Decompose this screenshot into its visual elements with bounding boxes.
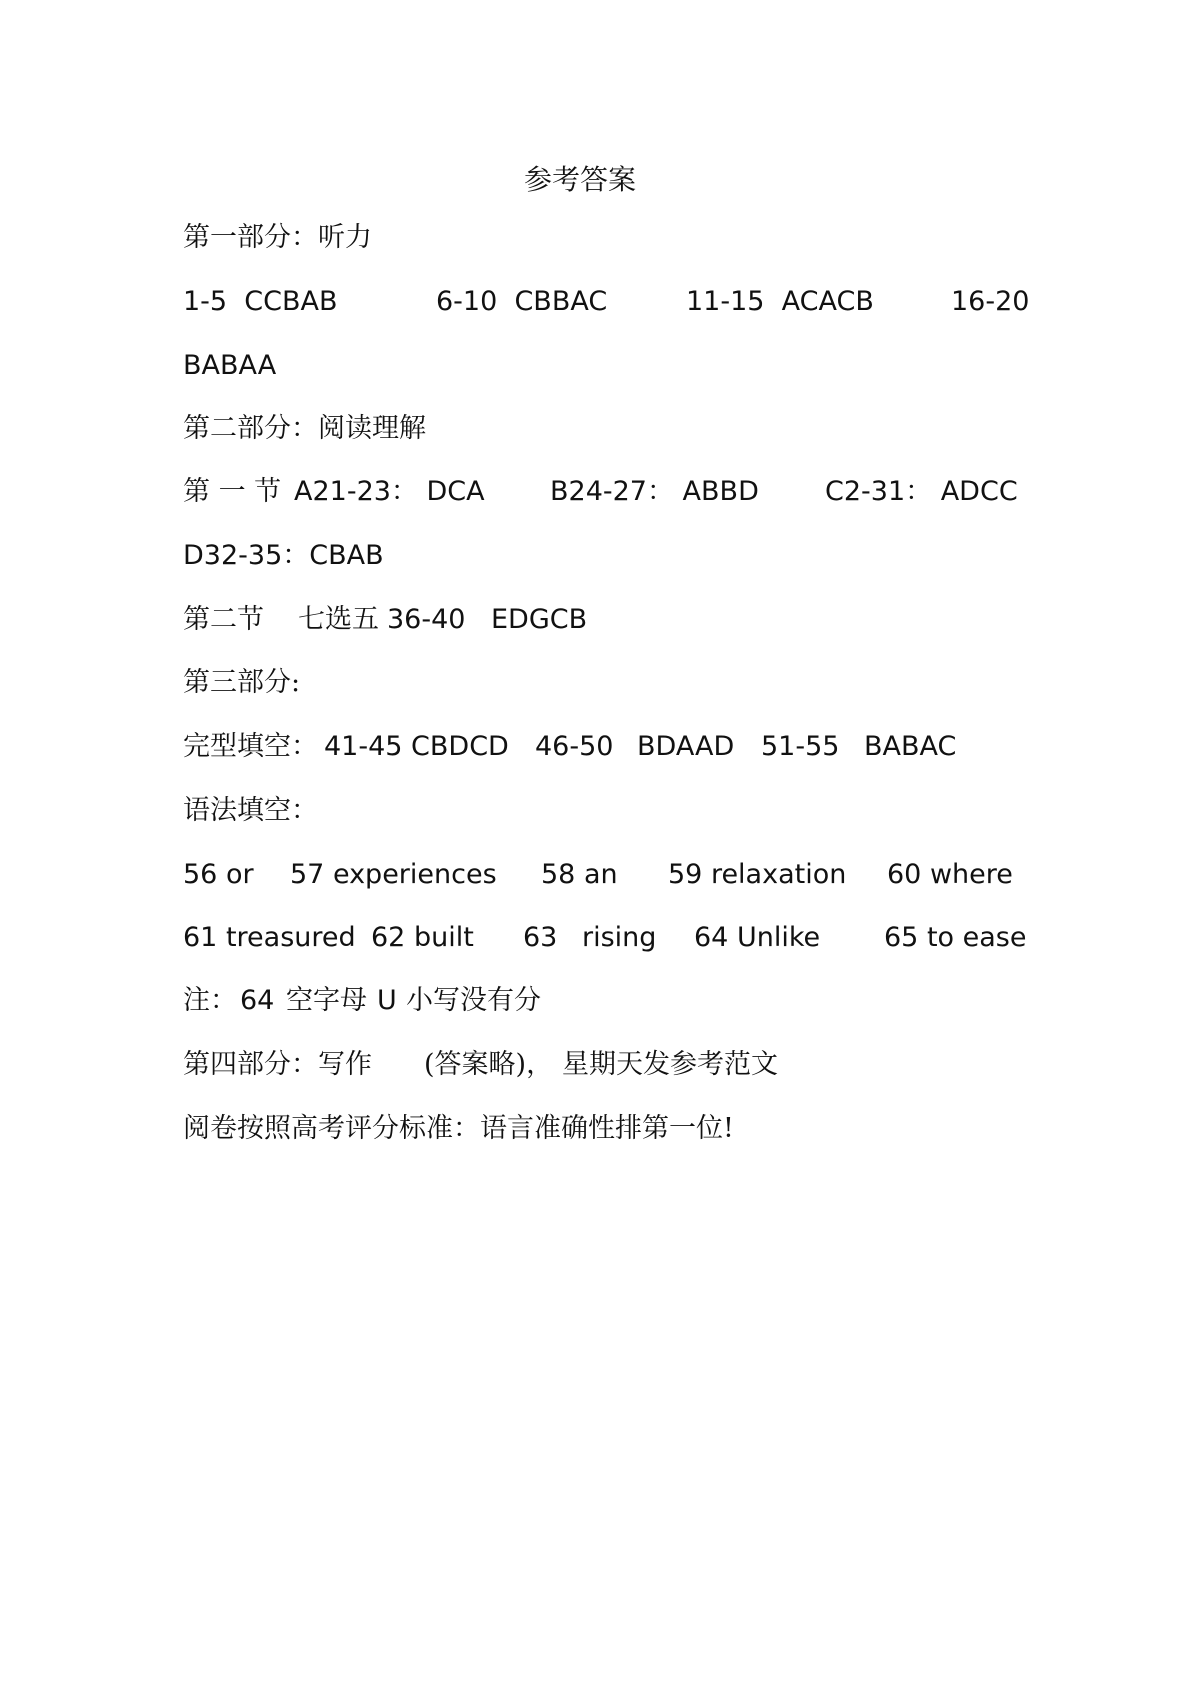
- part4-remark: 星期天发参考范文: [562, 1049, 778, 1080]
- cloze-group-1: 41-45 CBDCD: [324, 731, 509, 762]
- cloze-group-3-answers: BABAC: [864, 731, 957, 762]
- cloze-label: 完型填空：: [183, 731, 318, 762]
- reading-item-c: C2-31： ADCC: [825, 476, 1018, 507]
- note-text-a: 空字母: [286, 985, 367, 1016]
- reading-item-b: B24-27： ABBD: [550, 476, 759, 507]
- grammar-answer-59: 59 relaxation: [668, 859, 847, 890]
- reading-section2-range: 36-40: [387, 604, 466, 635]
- note-letter: U: [377, 985, 397, 1016]
- grammar-answer-63-number: 63: [523, 922, 558, 953]
- cloze-group-2-range: 46-50: [535, 731, 614, 762]
- grammar-answer-58: 58 an: [541, 859, 618, 890]
- grading-note: 阅卷按照高考评分标准：语言准确性排第一位!: [183, 1113, 734, 1144]
- part3-heading: 第三部分:: [183, 667, 301, 698]
- grammar-answer-61: 61 treasured: [183, 922, 356, 953]
- grammar-answer-62: 62 built: [371, 922, 474, 953]
- cloze-group-3-range: 51-55: [761, 731, 840, 762]
- listening-continuation: BABAA: [183, 350, 277, 381]
- listening-group-1: 1-5 CCBAB: [183, 286, 338, 317]
- part2-heading: 第二部分：阅读理解: [183, 413, 426, 444]
- note-number: 64: [240, 985, 275, 1016]
- reading-item-a: A21-23： DCA: [294, 476, 485, 507]
- reading-continuation: D32-35：CBAB: [183, 540, 384, 571]
- reading-section2-label: 第二节: [183, 604, 264, 635]
- reading-section2-type: 七选五: [298, 604, 379, 635]
- grammar-answer-56: 56 or: [183, 859, 254, 890]
- grammar-answer-64: 64 Unlike: [694, 922, 821, 953]
- grammar-answer-60: 60 where: [887, 859, 1013, 890]
- part1-heading: 第一部分：听力: [183, 222, 372, 253]
- part4-paren: (答案略)，: [424, 1049, 554, 1080]
- note-prefix: 注：: [183, 985, 237, 1016]
- page-title: 参考答案: [523, 163, 636, 196]
- cloze-group-2-answers: BDAAD: [637, 731, 735, 762]
- listening-group-2: 6-10 CBBAC: [436, 286, 608, 317]
- listening-group-4: 16-20: [951, 286, 1030, 317]
- listening-group-3: 11-15 ACACB: [686, 286, 874, 317]
- note-text-b: 小写没有分: [406, 985, 541, 1016]
- part4-heading: 第四部分：写作: [183, 1049, 372, 1080]
- grammar-label: 语法填空：: [183, 795, 318, 826]
- reading-section1-label: 第 一 节: [183, 476, 282, 507]
- reading-section2-answers: EDGCB: [491, 604, 588, 635]
- grammar-answer-65: 65 to ease: [884, 922, 1027, 953]
- grammar-answer-63-word: rising: [582, 922, 657, 953]
- grammar-answer-57: 57 experiences: [290, 859, 497, 890]
